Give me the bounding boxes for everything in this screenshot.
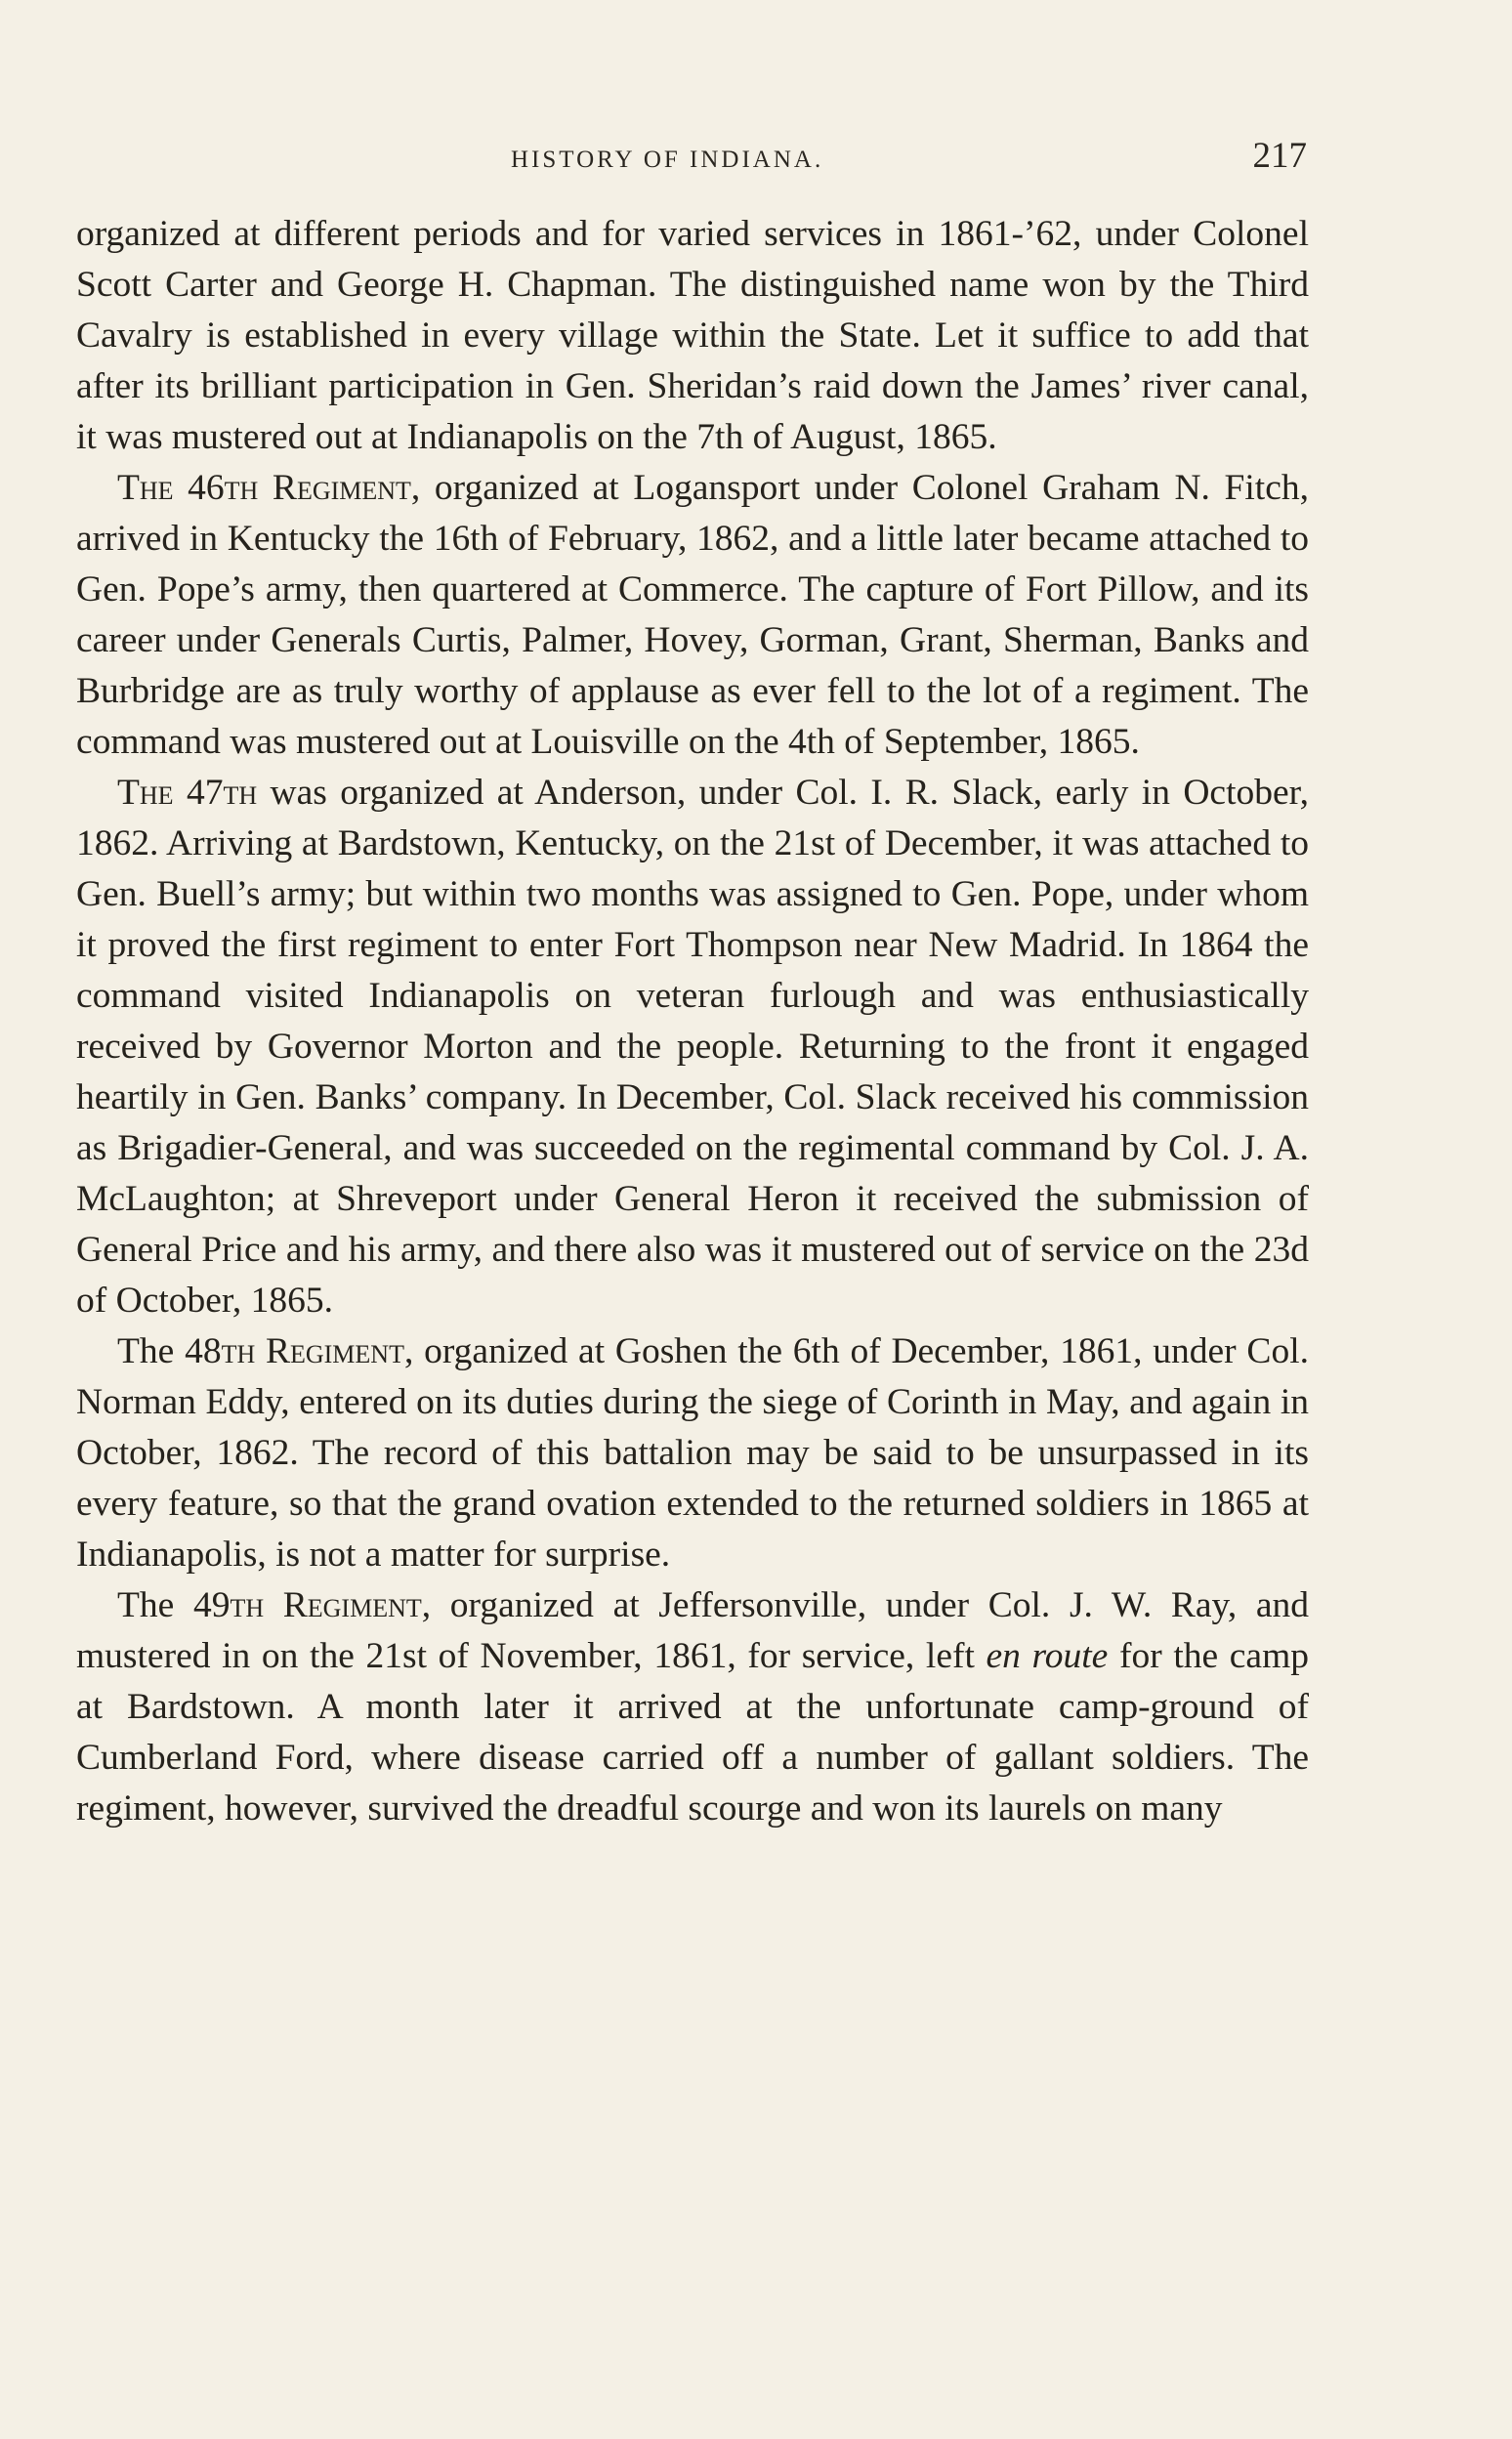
page-header: [76, 133, 1309, 176]
body-text: [76, 209, 1309, 1834]
page-number: 217: [1252, 136, 1307, 176]
paragraph-lead: 48th Regiment,: [185, 1331, 414, 1371]
paragraph-text: organized at Jeffersonville, under Col. J. W. Ray, and mustered in on the 21st of November, 1861, for service, left: [76, 1585, 1309, 1676]
paragraph-pre: The: [117, 1585, 193, 1625]
paragraph-lead: 49th Regiment,: [192, 1585, 432, 1625]
paragraph-47th-regiment: [76, 768, 1309, 1326]
running-head: HISTORY OF INDIANA.: [511, 147, 824, 173]
paragraph-italic: en route: [986, 1636, 1109, 1676]
paragraph-49th-regiment: [76, 1580, 1309, 1834]
paragraph-third-cavalry: [76, 209, 1309, 463]
paragraph-text: for the camp at Bardstown. A month later it arrived at the unfortunate camp-ground of Cumberland Ford, where disease carried off a number of gallant soldiers. The regiment, however, survived the dreadful scourge and won its laurels on many: [76, 1636, 1309, 1829]
paragraph-46th-regiment: [76, 463, 1309, 768]
paragraph-text: organized at Goshen the 6th of December, 1861, under Col. Norman Eddy, entered on its duties during the siege of Corinth in May, and again in October, 1862. The record of this battalion may be said to be unsurpassed in its every feature, so that the grand ovation extended to the returned soldiers in 1865 at Indianapolis, is not a matter for surprise.: [76, 1331, 1309, 1575]
paragraph-48th-regiment: [76, 1326, 1309, 1580]
paragraph-lead: The 47th: [117, 773, 258, 813]
paragraph-text: was organized at Anderson, under Col. I. R. Slack, early in October, 1862. Arriving at Bardstown, Kentucky, on the 21st of December, it was attached to Gen. Buell’s army; but within two months was assigned to Gen. Pope, under whom it proved the first regiment to enter Fort Thompson near New Madrid. In 1864 the command visited Indianapolis on veteran furlough and was enthusiastically received by Governor Morton and the people. Returning to the front it engaged heartily in Gen. Banks’ company. In December, Col. Slack received his commission as Brigadier-General, and was succeeded on the regimental command by Col. J. A. McLaughton; at Shreveport under General Heron it received the submission of General Price and his army, and there also was it mustered out of service on the 23d of October, 1865.: [76, 773, 1309, 1321]
paragraph-text: organized at different periods and for varied services in 1861-’62, under Colonel Scott Carter and George H. Chapman. The distinguished name won by the Third Cavalry is established in every village within the State. Let it suffice to add that after its brilliant participation in Gen. Sheridan’s raid down the James’ river canal, it was mustered out at Indianapolis on the 7th of August, 1865.: [76, 214, 1309, 457]
paragraph-lead: The 46th Regiment,: [117, 468, 421, 508]
paragraph-text: organized at Logansport under Colonel Graham N. Fitch, arrived in Kentucky the 16th of February, 1862, and a little later became attached to Gen. Pope’s army, then quartered at Commerce. The capture of Fort Pillow, and its career under Generals Curtis, Palmer, Hovey, Gorman, Grant, Sherman, Banks and Burbridge are as truly worthy of applause as ever fell to the lot of a regiment. The command was mustered out at Louisville on the 4th of September, 1865.: [76, 468, 1309, 762]
paragraph-pre: The: [117, 1331, 186, 1371]
